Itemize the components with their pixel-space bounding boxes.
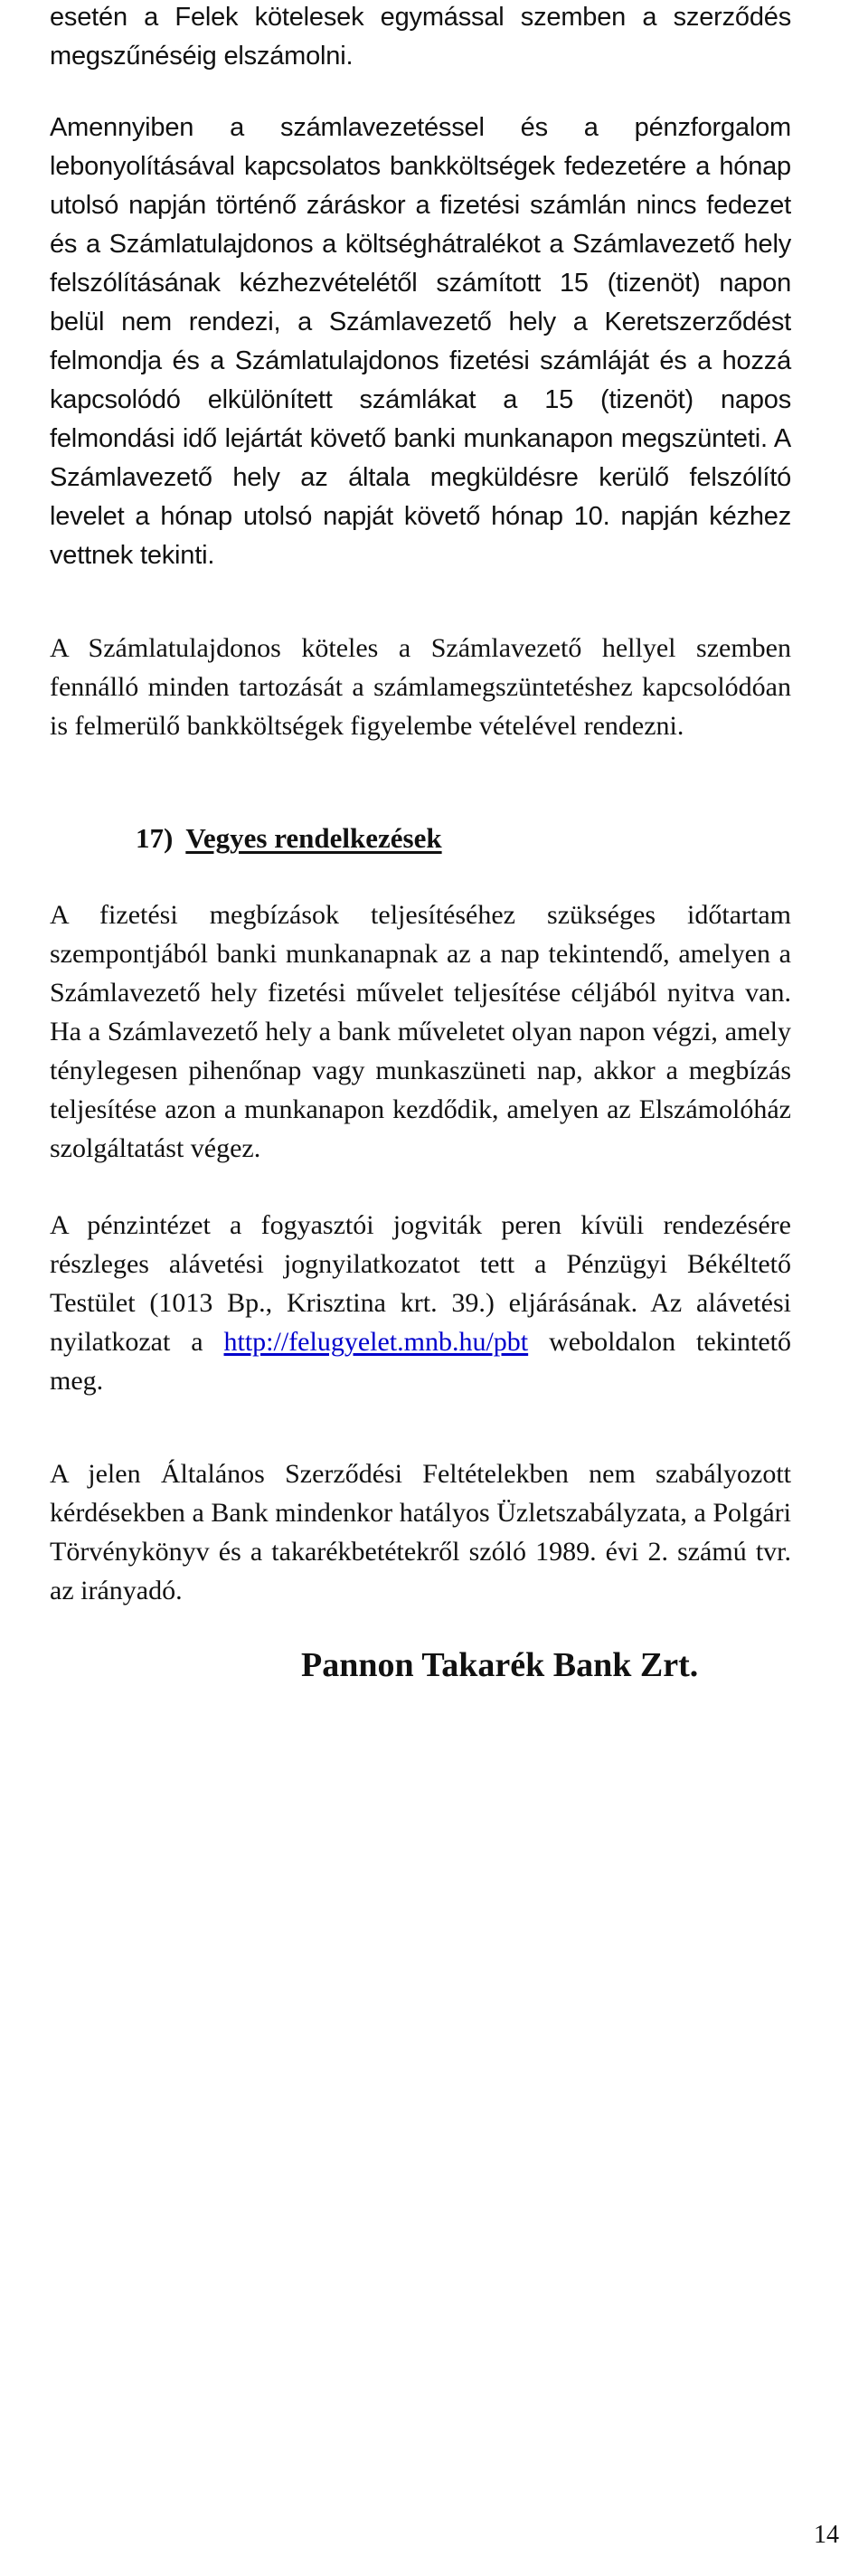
paragraph-governing-rules: A jelen Általános Szerződési Feltételekben nem szabályozott kérdésekben a Bank mindenkor hatályos Üzletszabályzata, a Polgári Törvénykönyv és a takarékbetétekről szóló 1989. évi 2. számú tvr. az irányadó.	[50, 1459, 791, 1605]
pbt-website-link[interactable]: http://felugyelet.mnb.hu/pbt	[223, 1327, 529, 1357]
bank-signature: Pannon Takarék Bank Zrt.	[301, 1646, 699, 1684]
section-number: 17)	[136, 822, 174, 854]
paragraph-settlement-ending: esetén a Felek kötelesek egymással szemben a szerződés megszűnéséig elszámolni.	[50, 3, 791, 71]
page-number: 14	[814, 2521, 839, 2549]
section-title: Vegyes rendelkezések	[185, 822, 442, 854]
paragraph-debt-settlement: A Számlatulajdonos köteles a Számlavezető hellyel szemben fennálló minden tartozását a számlamegszüntetéshez kapcsolódóan is felmerülő bankköltségek figyelembe vételével rendezni.	[50, 633, 791, 741]
paragraph-banking-day: A fizetési megbízások teljesítéséhez szükséges időtartam szempontjából banki munkanapnak az a nap tekintendő, amelyen a Számlavezető hely fizetési művelet teljesítése céljából nyitva van. Ha a Számlavezető hely a bank műveletet olyan napon végzi, amely ténylegesen pihenőnap vagy munkaszüneti nap, akkor a megbízás teljesítése azon a munkanapon kezdődik, amelyen az Elszámolóház szolgáltatást végez.	[50, 900, 791, 1163]
paragraph-account-termination: Amennyiben a számlavezetéssel és a pénzforgalom lebonyolításával kapcsolatos bankköltségek fedezetére a hónap utolsó napján történő záráskor a fizetési számlán nincs fedezet és a Számlatulajdonos a költséghátralékot a Számlavezető hely felszólításának kézhezvételétől számított 15 (tizenöt) napon belül nem rendezi, a Számlavezető hely a Keretszerződést felmondja és a Számlatulajdonos fizetési számláját és a hozzá kapcsolódó elkülönített számlákat a 15 (tizenöt) napos felmondási idő lejártát követő banki munkanapon megszünteti. A Számlavezető hely az általa megküldésre kerülő felszólító levelet a hónap utolsó napját követő hónap 10. napján kézhez vettnek tekinti.	[50, 113, 791, 570]
dispute-text-before-link: A pénzintézet a fogyasztói jogviták peren kívüli rendezésére részleges alávetési jognyilatkozatot tett a Pénzügyi Békéltető Testület (1013 Bp., Krisztina krt. 39.) eljárásának. Az alávetési nyilatkozat a	[50, 1210, 791, 1357]
dispute-text-after-link: weboldalon tekintető meg.	[50, 1327, 791, 1396]
paragraph-dispute-resolution	[50, 1206, 791, 1400]
section-heading	[136, 819, 442, 857]
